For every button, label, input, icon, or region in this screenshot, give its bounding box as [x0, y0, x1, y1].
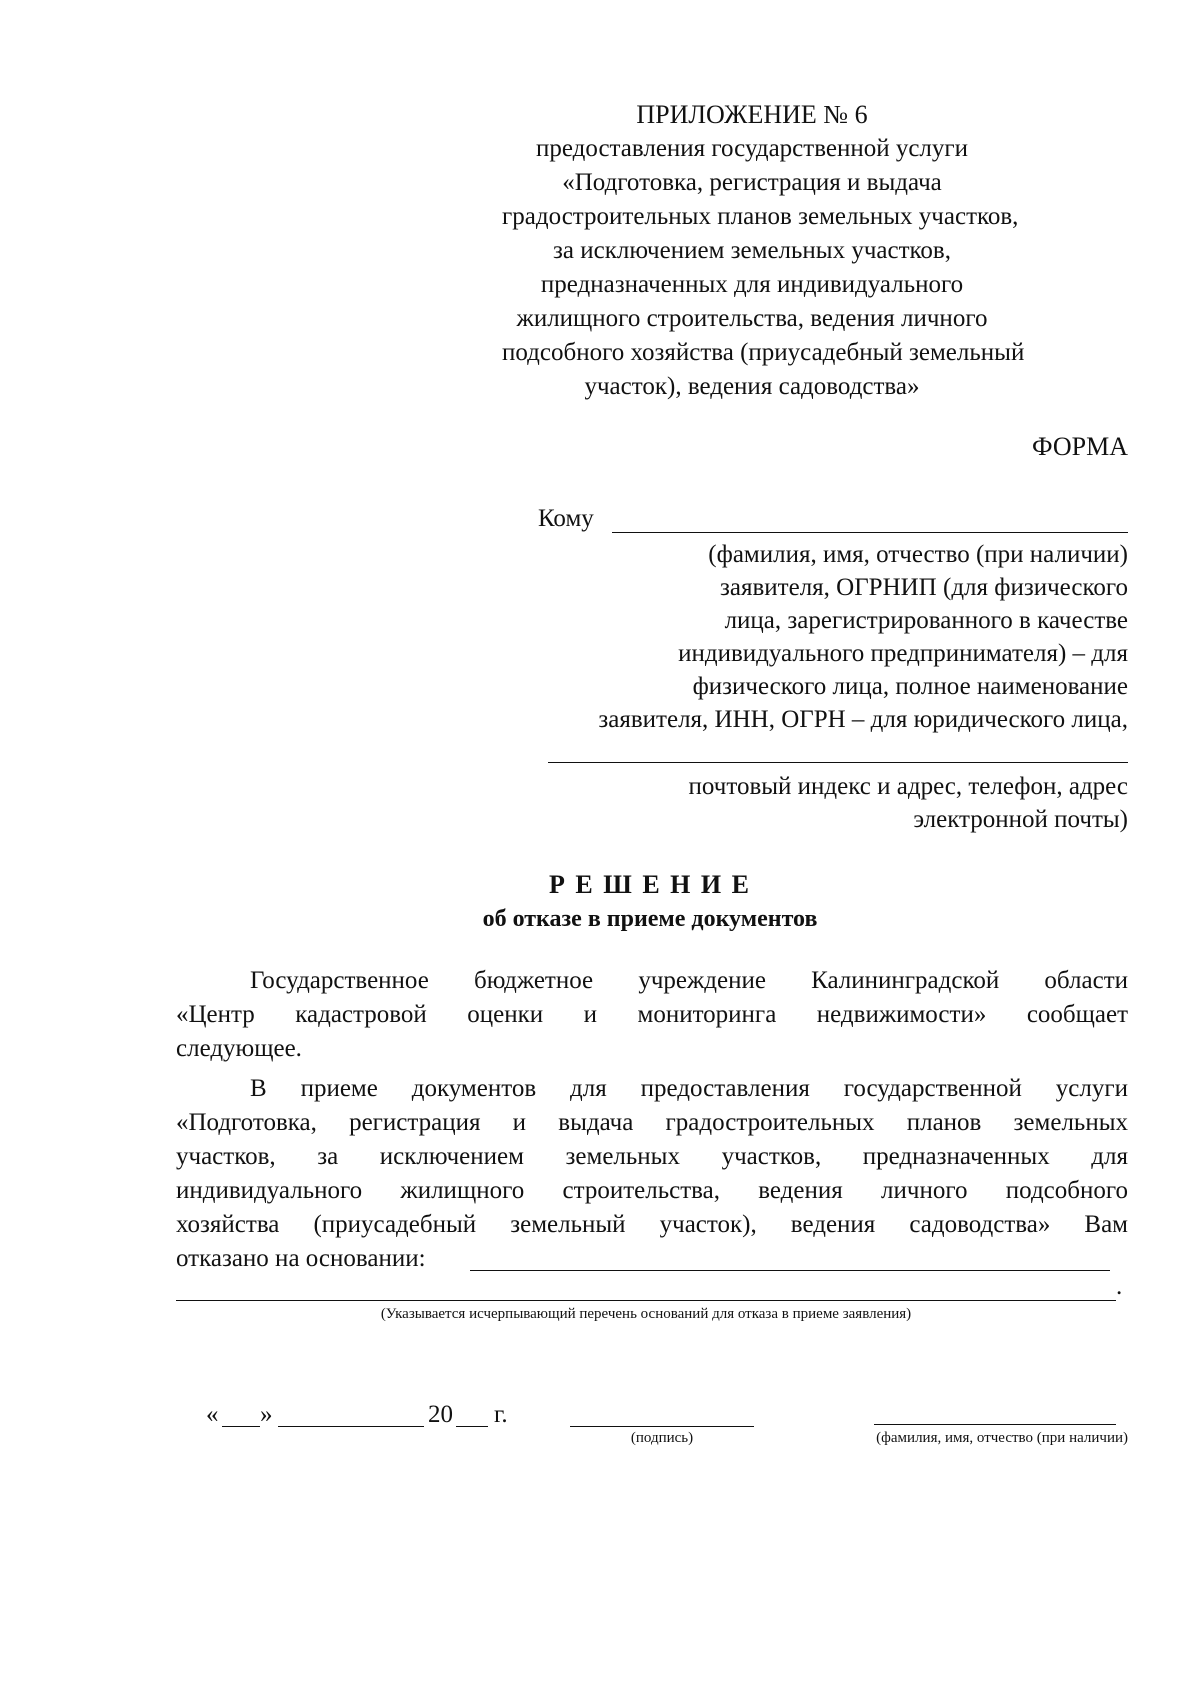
- recipient-hint-line-4: индивидуального предпринимателя) – для: [678, 640, 1128, 667]
- header-line-5: предназначенных для индивидуального: [540, 271, 964, 298]
- date-quote-open: «: [206, 1401, 219, 1428]
- recipient-hint-line-5: физического лица, полное наименование: [692, 673, 1128, 700]
- date-year-field[interactable]: [456, 1426, 488, 1427]
- paragraph2-line-2: «Подготовка, регистрация и выдача градостроительных планов земельных: [176, 1109, 1128, 1136]
- address-hint-line-1: почтовый индекс и адрес, телефон, адрес: [688, 773, 1128, 800]
- header-line-1: предоставления государственной услуги: [535, 135, 969, 162]
- paragraph2-line-3: участков, за исключением земельных участков, предназначенных для: [176, 1143, 1128, 1170]
- recipient-hint-line-2: заявителя, ОГРНИП (для физического: [720, 574, 1128, 601]
- header-line-6: жилищного строительства, ведения личного: [516, 305, 988, 332]
- refused-label: отказано на основании:: [176, 1245, 426, 1272]
- signer-name-field[interactable]: [874, 1424, 1116, 1425]
- recipient-hint-line-6: заявителя, ИНН, ОГРН – для юридического лица,: [598, 706, 1128, 733]
- address-hint-line-2: электронной почты): [913, 806, 1128, 833]
- refusal-grounds-field-line-2[interactable]: [176, 1300, 1116, 1301]
- paragraph1-line-1: Государственное бюджетное учреждение Калининградской области: [250, 967, 1128, 994]
- header-line-7: подсобного хозяйства (приусадебный земельный: [502, 339, 1025, 366]
- paragraph1-line-3: следующее.: [176, 1035, 302, 1062]
- paragraph2-line-5: хозяйства (приусадебный земельный участок), ведения садоводства» Вам: [176, 1211, 1128, 1238]
- recipient-hint-line-1: (фамилия, имя, отчество (при наличии): [708, 541, 1128, 568]
- recipient-name-field[interactable]: [612, 532, 1128, 533]
- date-day-field[interactable]: [222, 1426, 260, 1427]
- decision-title: Р Е Ш Е Н И Е: [549, 870, 751, 899]
- header-line-4: за исключением земельных участков,: [553, 237, 951, 264]
- signature-field[interactable]: [570, 1426, 754, 1427]
- decision-subtitle: об отказе в приеме документов: [482, 906, 818, 932]
- recipient-address-field[interactable]: [548, 762, 1128, 763]
- refusal-grounds-field[interactable]: [470, 1270, 1110, 1271]
- date-year-prefix: 20: [428, 1401, 453, 1428]
- header-line-8: участок), ведения садоводства»: [584, 373, 920, 400]
- to-label: Кому: [538, 505, 594, 532]
- paragraph1-line-2: «Центр кадастровой оценки и мониторинга недвижимости» сообщает: [176, 1001, 1128, 1028]
- date-year-suffix: г.: [494, 1401, 508, 1428]
- appendix-title: ПРИЛОЖЕНИЕ № 6: [636, 100, 868, 129]
- grounds-end-dot: .: [1116, 1273, 1123, 1300]
- date-month-field[interactable]: [278, 1426, 424, 1427]
- form-label: ФОРМА: [1032, 432, 1128, 461]
- grounds-hint: (Указывается исчерпывающий перечень оснований для отказа в приеме заявления): [380, 1306, 912, 1322]
- paragraph2-line-4: индивидуального жилищного строительства, ведения личного подсобного: [176, 1177, 1128, 1204]
- header-line-2: «Подготовка, регистрация и выдача: [562, 169, 942, 196]
- paragraph2-line-1: В приеме документов для предоставления государственной услуги: [250, 1075, 1128, 1102]
- signer-name-hint: (фамилия, имя, отчество (при наличии): [876, 1430, 1128, 1446]
- header-line-3: градостроительных планов земельных участков,: [502, 203, 1019, 230]
- signature-hint: (подпись): [630, 1430, 694, 1446]
- date-quote-close: »: [260, 1401, 273, 1428]
- recipient-hint-line-3: лица, зарегистрированного в качестве: [724, 607, 1128, 634]
